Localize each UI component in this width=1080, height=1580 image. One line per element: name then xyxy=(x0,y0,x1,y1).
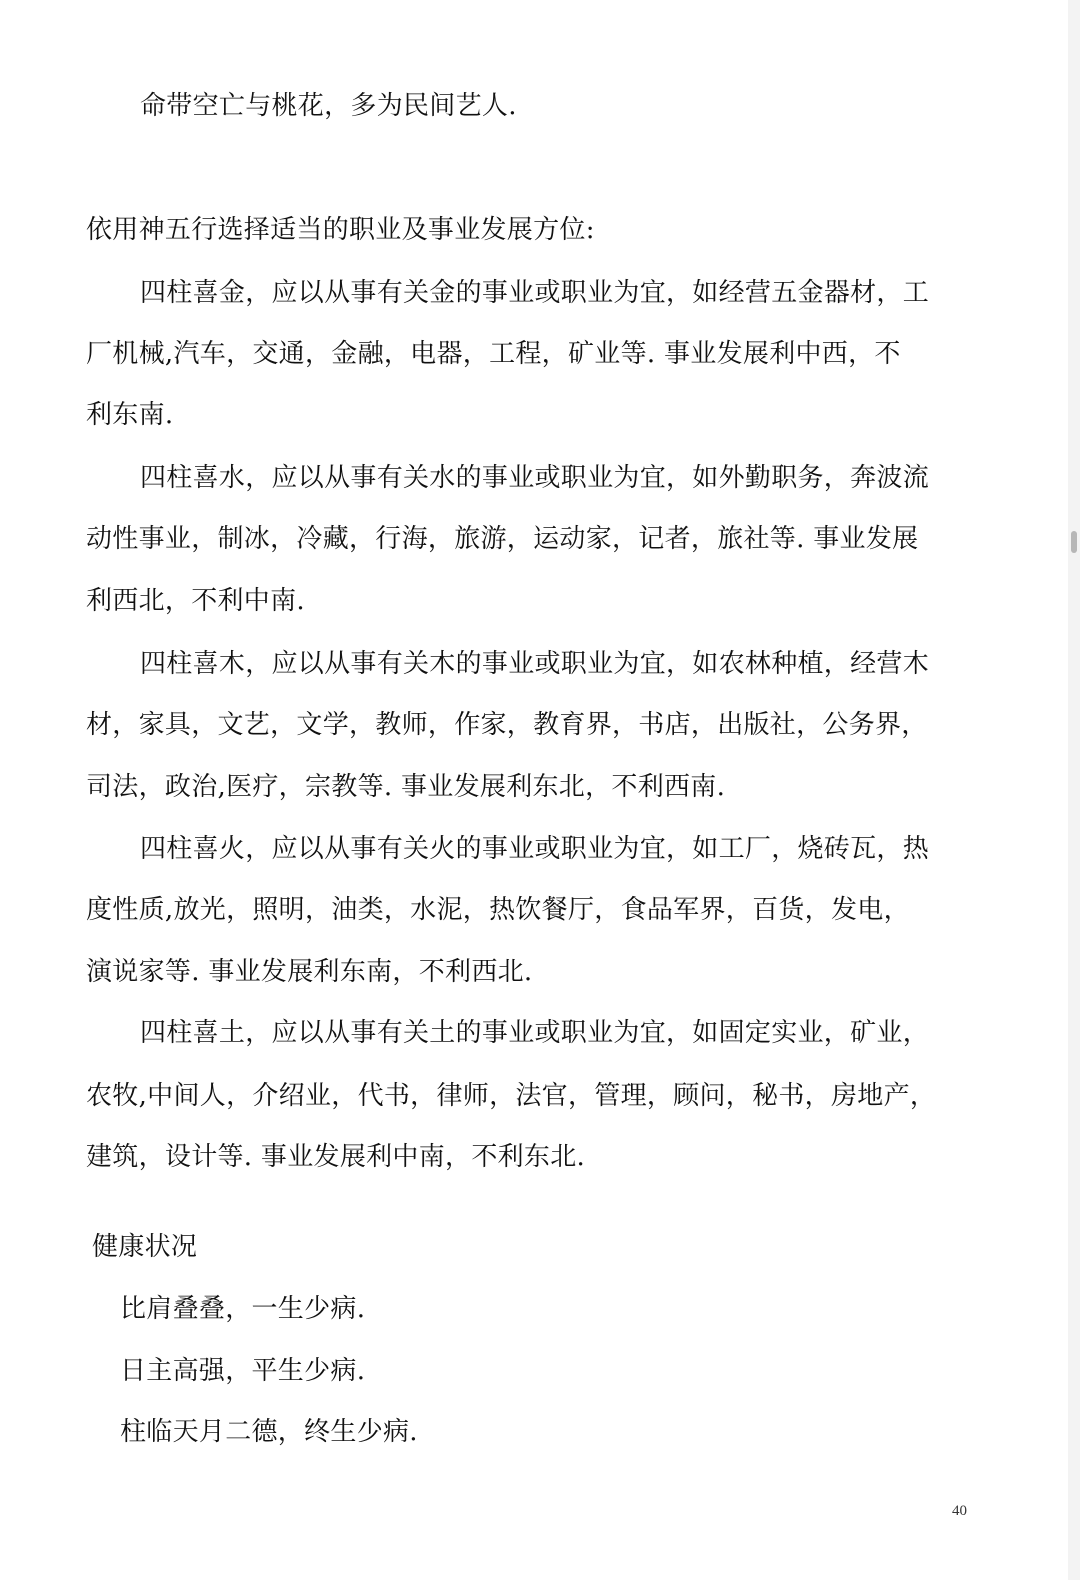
paragraph-fire-line-1: 四柱喜火，应以从事有关火的事业或职业为宜，如工厂，烧砖瓦，热 xyxy=(140,834,930,864)
scrollbar-thumb[interactable] xyxy=(1071,531,1077,553)
paragraph-water-line-2: 动性事业，制冰，冷藏，行海，旅游，运动家，记者，旅社等. 事业发展 xyxy=(86,524,919,554)
health-item: 比肩叠叠，一生少病. xyxy=(120,1294,366,1324)
vertical-scrollbar[interactable] xyxy=(1068,0,1080,1580)
health-item: 日主高强，平生少病. xyxy=(120,1356,366,1386)
paragraph-water-line-3: 利西北，不利中南. xyxy=(86,586,305,616)
paragraph-fire-line-2: 度性质,放光，照明，油类，水泥，热饮餐厅，食品军界，百货，发电， xyxy=(86,895,910,925)
section-heading: 依用神五行选择适当的职业及事业发展方位: xyxy=(86,215,595,245)
paragraph-wood-line-1: 四柱喜木，应以从事有关木的事业或职业为宜，如农林种植，经营木 xyxy=(140,649,930,679)
paragraph-metal-line-3: 利东南. xyxy=(86,400,174,430)
paragraph-earth-line-2: 农牧,中间人，介绍业，代书，律师，法官，管理，顾问，秘书，房地产， xyxy=(86,1081,937,1111)
paragraph-metal-line-2: 厂机械,汽车，交通，金融，电器，工程，矿业等. 事业发展利中西，不 xyxy=(86,339,901,369)
paragraph-earth-line-3: 建筑，设计等. 事业发展利中南，不利东北. xyxy=(86,1142,586,1172)
page-number: 40 xyxy=(952,1503,967,1519)
paragraph-earth-line-1: 四柱喜土，应以从事有关土的事业或职业为宜，如固定实业，矿业， xyxy=(140,1018,930,1048)
paragraph-fire-line-3: 演说家等. 事业发展利东南，不利西北. xyxy=(86,957,533,987)
health-heading: 健康状况 xyxy=(92,1232,198,1262)
health-item: 柱临天月二德，终生少病. xyxy=(120,1417,418,1447)
paragraph-wood-line-2: 材，家具，文艺，文学，教师，作家，教育界，书店，出版社，公务界， xyxy=(86,710,928,740)
paragraph-wood-line-3: 司法，政治,医疗，宗教等. 事业发展利东北，不利西南. xyxy=(86,772,726,802)
opening-line: 命带空亡与桃花，多为民间艺人. xyxy=(140,91,517,121)
paragraph-metal-line-1: 四柱喜金，应以从事有关金的事业或职业为宜，如经营五金器材，工 xyxy=(140,278,930,308)
paragraph-water-line-1: 四柱喜水，应以从事有关水的事业或职业为宜，如外勤职务，奔波流 xyxy=(140,463,930,493)
